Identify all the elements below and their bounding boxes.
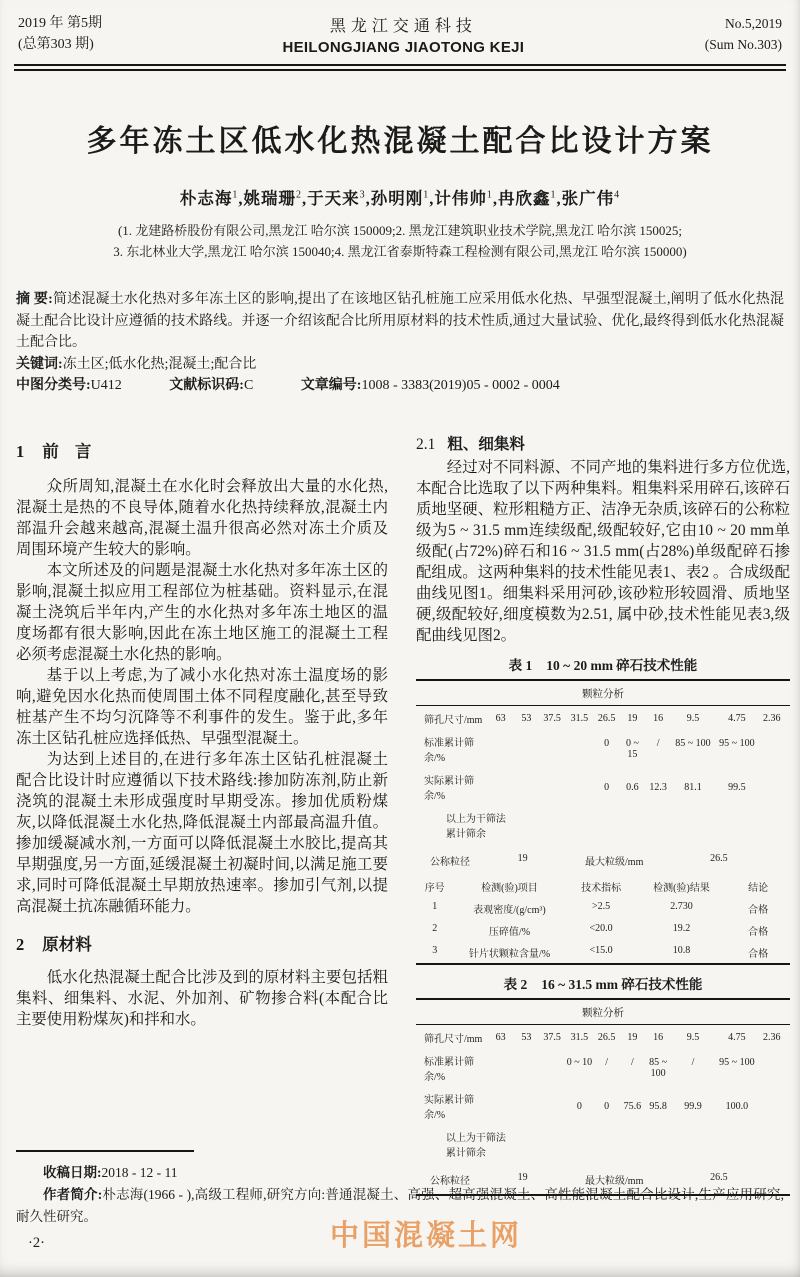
table-cell: 99.9: [684, 1100, 702, 1112]
article-title: 多年冻土区低水化热混凝土配合比设计方案: [86, 125, 714, 158]
table-cell: 0 ~ 10: [566, 1057, 593, 1068]
table-row: [416, 897, 790, 919]
table-cell: 针片状颗粒含量/%: [468, 948, 551, 960]
table-cell: 4.75: [728, 713, 746, 724]
table-row: 实际累计筛余/% 0 0 75.6 95.8 99.9 100.0: [416, 1086, 790, 1124]
table-row: 实际累计筛余/% 0 0.6 12.3 81.1 99.5: [416, 767, 790, 805]
table-group-header: 颗粒分析: [416, 681, 790, 706]
abstract-label: 摘 要:: [16, 292, 53, 307]
table-cell: 检测(验)项目: [481, 882, 538, 894]
table-cell: 9.5: [686, 1032, 700, 1043]
table-cell: 95 ~ 100: [719, 1057, 755, 1068]
table-cell: 37.5: [543, 713, 561, 724]
table-cell: 合格: [748, 948, 769, 960]
table-cell: 53: [521, 713, 532, 724]
table-cell: 0: [604, 738, 610, 749]
table-cell: <20.0: [589, 922, 613, 934]
table-cell: [539, 738, 566, 760]
table-cell: <15.0: [589, 944, 613, 956]
table-row: [416, 941, 790, 963]
table-cell: 0.6: [626, 781, 639, 793]
table-cell: 合格: [748, 926, 769, 938]
table-cell: 技术指标: [581, 882, 622, 894]
table-cell: [566, 738, 593, 760]
table-cell: 序号: [424, 882, 445, 894]
table-1: [416, 654, 790, 965]
affiliation-line: 3. 东北林业大学,黑龙江 哈尔滨 150040;4. 黑龙江省泰斯特森工程检测有限公司,黑龙江 哈尔滨 150000): [113, 244, 687, 259]
table-cell: 16: [653, 1032, 664, 1043]
table-cell: [539, 1101, 566, 1112]
table-cell: 19: [627, 1032, 638, 1043]
journal-name-en: HEILONGJIANG JIAOTONG KEJI: [282, 39, 525, 56]
table-cell: [566, 782, 593, 793]
table-cell: /: [656, 738, 660, 749]
table-cell: 63: [495, 713, 506, 724]
table-cell: 9.5: [686, 713, 700, 724]
paragraph: 众所周知,混凝土在水化时会释放出大量的水化热,混凝土是热的不良导体,随着水化热持续释放,混凝土内部温升会越来越高,混凝土温升很高必然对冻土介质及周围环境产生较大的影响。: [16, 478, 388, 558]
classification-line: [16, 375, 784, 397]
table-cell: 4.75: [728, 1032, 746, 1043]
paragraph: 本文所述及的问题是混凝土水化热对多年冻土区的影响,混凝土拟应用工程部位为桩基础。资料显示,在混凝土浇筑后半年内,产生的水化热对多年冻土地区的温度场都有很大影响,因此在冻土地区施工的混凝土工程必须考虑混凝土水化热的影响。: [16, 562, 388, 663]
table-cell: 2.36: [762, 1032, 781, 1043]
paragraph: 基于以上考虑,为了减小水化热对冻土温度场的影响,避免因水化热而使周围土体不同程度融化,甚至导致桩基产生不均匀沉降等不利事件的发生。鉴于此,多年冻土区钻孔桩应选择低热、早强型混凝土。: [16, 667, 388, 747]
keywords-label: 关键词:: [16, 356, 63, 372]
issue-sum-line: (Sum No.303): [704, 37, 782, 52]
table-cell: [760, 738, 784, 760]
table-cell: [539, 782, 566, 793]
keywords-text: 冻土区;低水化热;混凝土;配合比: [62, 356, 257, 372]
author-bio: 作者简介:朴志海(1966 - ),高级工程师,研究方向:普通混凝土、高强、超高强混凝土、高性能混凝土配合比设计,生产应用研究,耐久性研究。: [16, 1187, 784, 1224]
table-2-title: 表 2 16 ~ 31.5 mm 碎石技术性能: [503, 977, 703, 992]
table-cell: 95 ~ 100: [719, 738, 755, 749]
table-row: [416, 919, 790, 941]
table-cell: 19.2: [672, 922, 691, 934]
author-name: 冉欣鑫$^1$: [498, 189, 557, 208]
issue-number-en: [705, 13, 782, 55]
table-cell: [487, 1101, 514, 1112]
table-row-cells: [487, 782, 790, 793]
table-row-cells: [487, 1032, 790, 1043]
journal-header: [18, 13, 782, 56]
author-name: 张广伟$^4$: [561, 189, 621, 208]
table-cell: 0 ~ 15: [625, 738, 639, 760]
table-cell: 53: [521, 1032, 532, 1043]
abstract-text: 简述混凝土水化热对多年冻土区的影响,提出了在该地区钻孔桩施工应采用低水化热、早强型混凝土,阐明了低水化热混凝土配合比设计应遵循的技术路线。并逐一介绍该配合比所用原材料的技术性质,通过大量试验、优化,最终得到低水化热混凝土配合比。: [16, 292, 784, 350]
journal-name: [283, 13, 525, 56]
issue-info: [18, 13, 102, 55]
table-header-row: [416, 875, 790, 897]
section-heading-1: 1 前 言: [16, 442, 92, 461]
header-divider: [14, 64, 786, 71]
table-cell: [514, 738, 538, 760]
table-cell: 16: [653, 713, 664, 724]
issue-no-line: No.5,2019: [724, 16, 782, 31]
table-cell: 85 ~ 100: [649, 1057, 668, 1079]
table-cell: 0: [604, 781, 610, 793]
table-cell: 结论: [748, 882, 769, 894]
table-cell: [487, 738, 514, 760]
table-cell: /: [631, 1057, 634, 1068]
received-date: 收稿日期:2018 - 12 - 11: [43, 1165, 178, 1180]
keywords: [16, 354, 784, 376]
table-row: 标准累计筛余/% 0 0 ~ 15 / 85 ~ 100 95 ~ 100: [416, 729, 790, 767]
right-column: [416, 432, 790, 1196]
paragraph: 低水化热混凝土配合比涉及到的原材料主要包括粗集料、细集料、水泥、外加剂、矿物掺合料(本配合比主要使用粉煤灰)和拌和水。: [16, 969, 388, 1028]
table-cell: 26.5: [597, 713, 616, 724]
table-row-cells: [487, 1057, 790, 1079]
table-1-box: [416, 679, 790, 965]
table-row: 筛孔尺寸/mm 63 53 37.5 31.5 26.5 19 16 9.5 4.75 2.36: [416, 706, 790, 729]
paragraph: 为达到上述目的,在进行多年冻土区钻孔桩混凝土配合比设计时应遵循以下技术路线:掺加防冻剂,防止新浇筑的混凝土未形成强度时早期受冻。掺加优质粉煤灰,以降低混凝土水化热,降低混凝土内部最高温升值。掺加缓凝减水剂,一方面可以降低混凝土水胶比,提高其早期强度,另一方面,延缓混凝土初凝时间,以满足施工要求,同时可降低混凝土早期放热速率。掺加引气剂,以提高混凝土抗冻融循环能力。: [16, 751, 388, 915]
table-cell: 85 ~ 100: [675, 738, 711, 749]
table-cell: [760, 782, 784, 793]
table-row-cells: [487, 713, 790, 724]
article-meta: [16, 289, 784, 397]
table-cell: [539, 1057, 566, 1079]
journal-name-cn: 黑龙江交通科技: [329, 18, 477, 35]
left-column: [16, 432, 388, 1196]
page-number: ·2·: [28, 1235, 45, 1251]
issue-year-line: 2019 年 第5期: [18, 16, 102, 31]
table-cell: /: [691, 1057, 695, 1068]
paragraph: 经过对不同料源、不同产地的集料进行多方位优选,本配合比选取了以下两种集料。粗集料采用碎石,该碎石质地坚硬、粒形粗糙方正、洁净无杂质,该碎石的公称粒级为5 ~ 31.5 mm连续级配,级配较好,它由10 ~ 20 mm单级配(占72%)碎石和16 ~ 31.5 mm(占28%)单级配碎石掺配组成。这两种集料的技术性能见表1、表2 。合成级配曲线见图1。细集料采用河砂,该砂粒形较圆滑、质地坚硬,级配较好,细度模数为2.51, 属中砂,技术性能见表3,级配曲线见图2。: [416, 459, 790, 644]
table-note: 以上为干筛法 累计筛余: [445, 1133, 506, 1159]
table-cell: 26.5: [597, 1032, 616, 1043]
table-cell: 3: [432, 944, 438, 956]
table-cell: [514, 1101, 538, 1112]
table-cell: 63: [495, 1032, 506, 1043]
article-id: 文章编号:1008 - 3383(2019)05 - 0002 - 0004: [300, 378, 560, 393]
table-cell: 100.0: [725, 1100, 749, 1112]
table-cell: 81.1: [684, 781, 702, 793]
table-cell: [514, 782, 538, 793]
table-cell: 0: [604, 1100, 610, 1112]
table-cell: 合格: [748, 904, 769, 916]
table-row-cells: [487, 1101, 790, 1112]
table-cell: 2.36: [762, 713, 781, 724]
table-cell: 检测(验)结果: [653, 882, 710, 894]
author-name: 计伟帅$^1$: [434, 189, 493, 208]
footnote-divider: [16, 1150, 194, 1152]
author-name: 于天来$^3$: [307, 189, 366, 208]
abstract: [16, 289, 784, 354]
table-cell: 10.8: [672, 944, 691, 956]
table-cell: 31.5: [570, 713, 589, 724]
author-name: 孙明刚$^1$: [370, 189, 430, 208]
table-cell: 99.5: [728, 781, 746, 793]
table-cell: [760, 1057, 784, 1079]
affiliation-line: (1. 龙建路桥股份有限公司,黑龙江 哈尔滨 150009;2. 黑龙江建筑职业技术学院,黑龙江 哈尔滨 150025;: [117, 223, 683, 238]
issue-total-line: (总第303 期): [18, 37, 94, 52]
table-cell: 1: [432, 900, 438, 912]
table-cell: 压碎值/%: [488, 926, 531, 938]
table-cell: 0: [576, 1100, 582, 1112]
table-row-cells: [487, 738, 790, 760]
table-row: 公称粒径 19 最大粒级/mm 26.5: [430, 1172, 728, 1187]
table-note: 以上为干筛法 累计筛余: [445, 814, 506, 840]
table-cell: 12.3: [649, 781, 667, 793]
table-cell: 2: [432, 922, 438, 934]
table-cell: 表观密度/(g/cm³): [473, 904, 546, 916]
author-list: 朴志海$^1$,姚瑞珊$^2$,于天来$^3$,孙明刚$^1$,计伟帅$^1$,冉欣鑫$^1$,张广伟$^4$: [179, 189, 621, 208]
watermark: 中国混凝土网: [330, 1220, 523, 1252]
table-cell: /: [605, 1057, 609, 1068]
table-cell: [487, 782, 514, 793]
table-cell: 2.730: [670, 900, 693, 912]
table-cell: 95.8: [649, 1100, 667, 1112]
table-cell: 19: [627, 713, 638, 724]
section-heading-2: 2 原材料: [16, 935, 92, 954]
table-cell: >2.5: [592, 900, 611, 912]
table-cell: [760, 1101, 784, 1112]
table-cell: [487, 1057, 514, 1079]
document-code: 文献标识码:C: [169, 378, 254, 393]
table-row: 标准累计筛余/% 0 ~ 10 / / 85 ~ 100 / 95 ~ 100: [416, 1048, 790, 1086]
table-row: 筛孔尺寸/mm 63 53 37.5 31.5 26.5 19 16 9.5 4.75 2.36: [416, 1025, 790, 1048]
table-1-title: 表 1 10 ~ 20 mm 碎石技术性能: [508, 658, 698, 673]
section-heading-2-1: 2.1 粗、细集料: [416, 436, 525, 453]
clc-number: 中图分类号:U412: [16, 378, 122, 393]
table-cell: 37.5: [543, 1032, 561, 1043]
table-group-header: 颗粒分析: [416, 1000, 790, 1025]
author-name: 姚瑞珊$^2$: [243, 189, 302, 208]
author-name: 朴志海$^1$: [179, 189, 239, 208]
table-row: 公称粒径 19 最大粒级/mm 26.5: [430, 853, 728, 868]
table-cell: [514, 1057, 538, 1079]
affiliations: [0, 220, 800, 262]
table-cell: 75.6: [623, 1100, 642, 1112]
table-cell: 31.5: [570, 1032, 589, 1043]
article-body: [16, 432, 790, 1196]
